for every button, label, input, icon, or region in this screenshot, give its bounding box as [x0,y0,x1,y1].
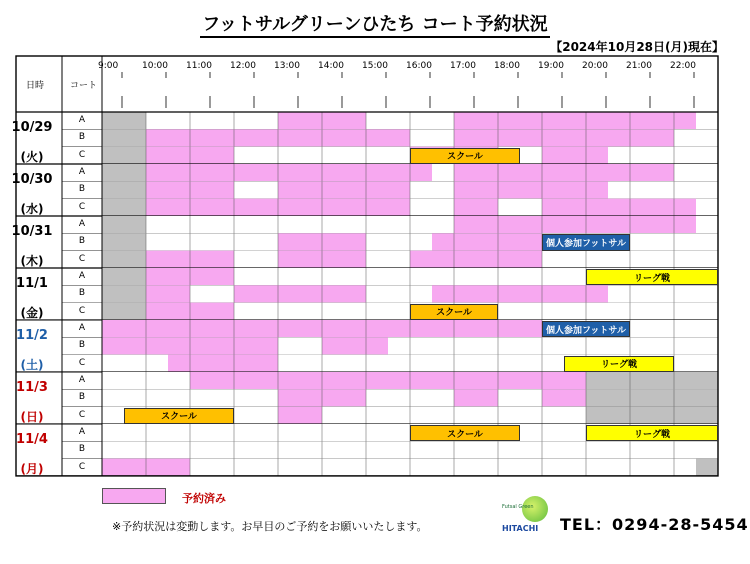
day-weekday: (月) [20,461,44,476]
court-label: B [78,184,86,195]
day-date: 10/30 [11,171,53,187]
day-date: 11/4 [16,431,48,447]
court-label: B [78,236,86,247]
day-date: 10/29 [11,120,53,135]
reserved-block [542,147,608,164]
closed-block [102,181,146,198]
school-event-bar: スクール [410,304,498,320]
reserved-block [454,199,498,216]
day-weekday: (水) [20,201,44,216]
closed-block [102,164,146,181]
closed-block [102,268,146,285]
header-date-label: 日時 [26,81,45,91]
day-date: 11/2 [16,327,48,343]
day-date: 11/3 [16,379,48,395]
day-weekday: (木) [20,253,44,268]
reserved-block [168,355,278,372]
hour-label: 13:00 [274,61,300,71]
court-label: C [78,201,86,212]
phone-number: TEL：0294-28-5454 [560,515,749,534]
reserved-block [190,372,586,389]
closed-block [586,407,718,424]
day-weekday: (日) [20,409,44,424]
individual-event-bar: 個人参加フットサル [542,234,630,250]
notice-text: ※予約状況は変動します。お早目のご予約をお願いいたします。 [112,520,428,533]
court-label: B [78,132,86,143]
brand-logo [502,496,550,540]
hour-label: 9:00 [98,61,119,71]
school-event-bar: スクール [124,408,234,424]
court-label: B [78,340,86,351]
hour-label: 18:00 [494,61,520,71]
closed-block [102,147,146,164]
hour-label: 12:00 [230,61,256,71]
legend-reserved-swatch [102,488,166,504]
page-title: フットサルグリーンひたち コート予約状況 [0,10,750,36]
reserved-block [454,164,674,181]
day-weekday: (土) [20,357,44,372]
logo-brand-text: HITACHI [502,524,539,533]
closed-block [102,129,146,146]
hour-label: 15:00 [362,61,388,71]
court-label: A [78,374,86,385]
day-date: 11/1 [16,275,48,291]
court-label: C [78,461,86,472]
reserved-block [278,181,410,198]
individual-event-bar: 個人参加フットサル [542,321,630,337]
school-event-bar: スクール [410,148,520,164]
court-label: A [78,270,86,281]
reserved-block [432,285,608,302]
hour-label: 22:00 [670,61,696,71]
court-label: B [78,444,86,455]
day-weekday: (金) [20,305,44,320]
court-label: A [78,166,86,177]
court-label: B [78,392,86,403]
closed-block [102,112,146,129]
reserved-block [410,251,542,268]
court-label: C [78,409,86,420]
closed-block [102,251,146,268]
closed-block [586,389,718,406]
reserved-block [454,129,674,146]
as-of-date: 【2024年10月28日(月)現在】 [550,40,724,54]
court-label: C [78,357,86,368]
court-label: C [78,253,86,264]
closed-block [102,233,146,250]
logo-small-text: Futsal Green [502,504,534,510]
reserved-block [432,233,542,250]
court-label: C [78,305,86,316]
league-event-bar: リーグ戦 [586,425,718,441]
hour-label: 10:00 [142,61,168,71]
closed-block [696,459,718,476]
court-label: B [78,288,86,299]
reserved-block [454,181,608,198]
court-label: A [78,115,86,125]
hour-label: 14:00 [318,61,344,71]
hour-label: 19:00 [538,61,564,71]
reserved-block [454,112,696,129]
hour-label: 20:00 [582,61,608,71]
reserved-block [322,337,388,354]
day-date: 10/31 [11,223,53,239]
closed-block [102,216,146,233]
closed-block [102,199,146,216]
legend-reserved-label: 予約済み [182,492,226,505]
league-event-bar: リーグ戦 [564,356,674,372]
closed-block [586,372,718,389]
reserved-block [146,164,432,181]
header-court-label: コート [70,81,98,91]
day-weekday: (火) [20,150,44,164]
hour-label: 17:00 [450,61,476,71]
school-event-bar: スクール [410,425,520,441]
hour-label: 16:00 [406,61,432,71]
reserved-block [454,389,498,406]
reserved-block [542,199,696,216]
reserved-block [278,407,322,424]
hour-label: 21:00 [626,61,652,71]
court-label: A [78,218,86,229]
court-label: A [78,426,86,437]
reserved-block [146,285,190,302]
hour-label: 11:00 [186,61,212,71]
closed-block [102,303,146,320]
reserved-block [234,285,366,302]
court-label: C [78,149,86,160]
reserved-block [454,216,696,233]
reserved-block [542,389,586,406]
closed-block [102,285,146,302]
court-label: A [78,322,86,333]
league-event-bar: リーグ戦 [586,269,718,285]
